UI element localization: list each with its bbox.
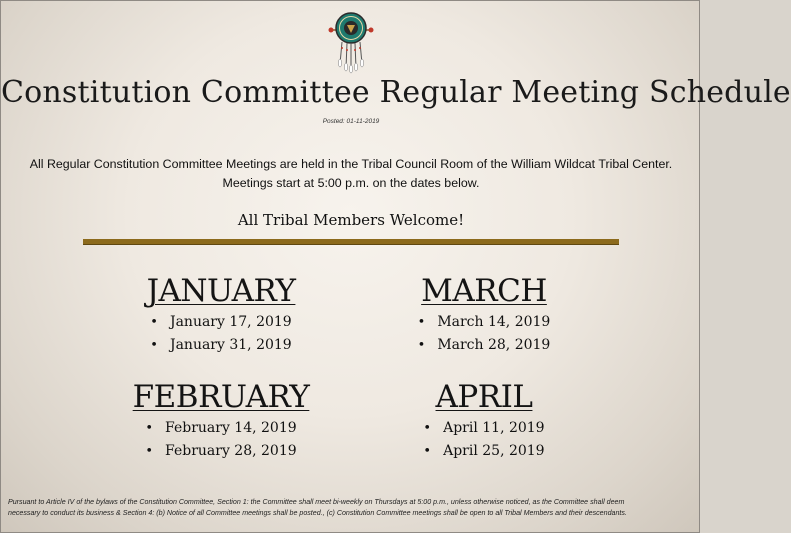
month-heading: APRIL [435, 379, 533, 415]
meeting-date: • January 31, 2019 [121, 334, 321, 357]
date-list [384, 417, 584, 463]
month-heading: FEBRUARY [132, 379, 310, 415]
intro-line-1: All Regular Constitution Committee Meetings are held in the Tribal Council Room of the William Wildcat Tribal Center. [29, 157, 673, 171]
date-list [384, 311, 584, 357]
footnote-line-2: necessary to conduct its business & Section 4: (b) Notice of all Committee meetings shall be posted., (c) Constitution Committee meetings shall be open to all Tribal Members and their descendants. [8, 509, 627, 517]
bylaws-footnote [8, 497, 698, 519]
meeting-date: • April 25, 2019 [384, 440, 584, 463]
meeting-date: • April 11, 2019 [384, 417, 584, 440]
month-march [384, 271, 584, 357]
month-january [121, 271, 321, 357]
meeting-date: • March 14, 2019 [384, 311, 584, 334]
tribal-seal-icon [328, 8, 374, 72]
divider-rule [83, 239, 619, 244]
date-list [121, 311, 321, 357]
meeting-date: • March 28, 2019 [384, 334, 584, 357]
date-list [101, 417, 341, 463]
meeting-date: • February 28, 2019 [101, 440, 341, 463]
meeting-date: • February 14, 2019 [101, 417, 341, 440]
month-february [101, 377, 341, 463]
intro-text [1, 155, 701, 193]
intro-line-2: Meetings start at 5:00 p.m. on the dates below. [222, 176, 480, 190]
welcome-text: All Tribal Members Welcome! [237, 211, 465, 229]
footnote-line-1: Pursuant to Article IV of the bylaws of the Constitution Committee, Section 1: the Committee shall meet bi-weekly on Thursdays at 5:00 p.m., unless otherwise noticed, as the Committee shall deem [8, 498, 625, 506]
month-heading: MARCH [421, 273, 547, 309]
posted-date: Posted: 01-11-2019 [322, 118, 380, 125]
meeting-date: • January 17, 2019 [121, 311, 321, 334]
page-title: Constitution Committee Regular Meeting Schedule [1, 75, 791, 110]
month-heading: JANUARY [146, 273, 296, 309]
month-april [384, 377, 584, 463]
